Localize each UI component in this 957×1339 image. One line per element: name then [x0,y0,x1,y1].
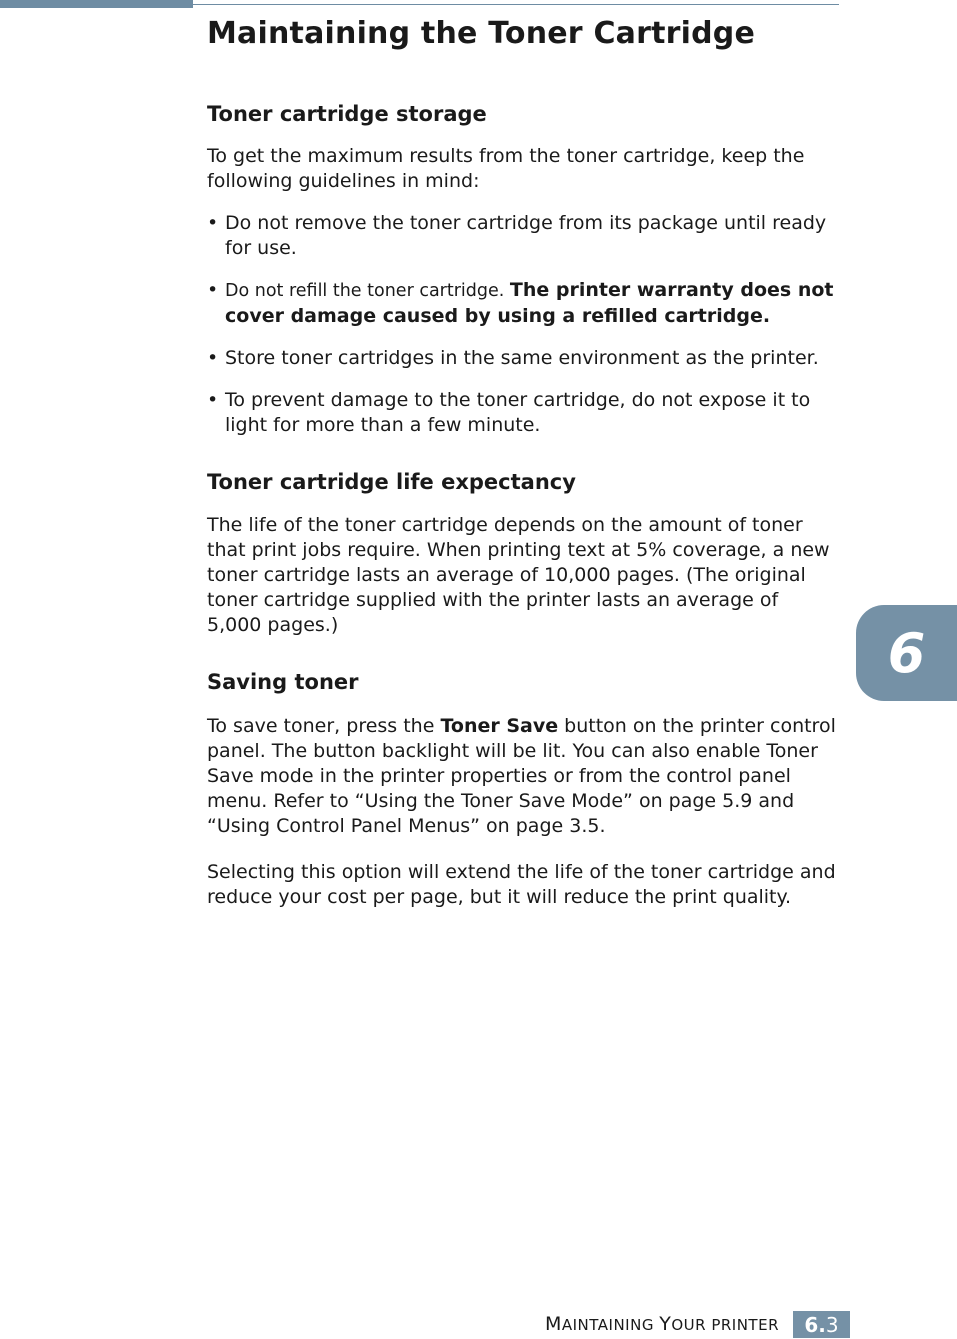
saving-heading: Saving toner [207,670,359,694]
footer-section-label [545,1313,779,1335]
storage-intro: To get the maximum results from the toner cartridge, keep the following guidelines in mind: [207,145,805,192]
footer-y-rest: OUR PRINTER [671,1316,779,1334]
page-title: Maintaining the Toner Cartridge [207,16,756,51]
bullet-dot: • [207,389,219,411]
list-item [207,211,837,261]
bullet-dot: • [207,347,219,369]
bullet-dot: • [207,212,219,234]
saving-paragraph-2: Selecting this option will extend the life of the toner cartridge and reduce your cost per page, but it will reduce the print quality. [207,861,836,908]
life-body: The life of the toner cartridge depends on the amount of toner that print jobs require. When printing text at 5% coverage, a new toner cartridge lasts an average of 10,000 pages. (The original toner cartridge supplied with the printer lasts an average of 5,000 pages.) [207,514,830,636]
list-item [207,346,837,371]
chapter-tab: 6 [856,605,957,701]
header-bar [0,0,193,8]
page-number-minor: 3 [825,1312,839,1337]
list-item [207,388,837,438]
header-rule [193,4,839,5]
page-number [793,1311,850,1338]
footer-m-rest: AINTAINING [561,1316,660,1334]
toner-save-label: Toner Save [440,715,559,737]
life-heading: Toner cartridge life expectancy [207,470,576,494]
footer-m-cap: M [544,1313,562,1335]
storage-bullet-2-plain: Do not refill the toner cartridge. [225,281,510,301]
storage-bullet-3: Store toner cartridges in the same environment as the printer. [225,347,819,369]
bullet-dot: • [207,279,219,301]
storage-bullet-1: Do not remove the toner cartridge from its package until ready for use. [225,212,827,259]
storage-bullet-4: To prevent damage to the toner cartridge, do not expose it to light for more than a few minute. [225,389,811,436]
storage-heading: Toner cartridge storage [207,102,487,126]
list-item [207,278,837,329]
page-content [207,14,837,910]
footer-y-cap: Y [659,1313,672,1335]
saving-paragraph-1 [207,714,837,839]
saving-p1-start: To save toner, press the [207,715,441,737]
saving-p1-end: button on the printer control panel. The button backlight will be lit. You can also enable Toner Save mode in the printer properties or from the control panel menu. Refer to “Using the Toner Save Mode” on page 5.9 and “Using Control Panel Menus” on page 3.5. [207,715,836,837]
storage-bullet-2-warning: The printer warranty does not cover damage caused by using a refilled cartridge. [225,279,834,327]
page-number-major: 6. [804,1312,826,1337]
